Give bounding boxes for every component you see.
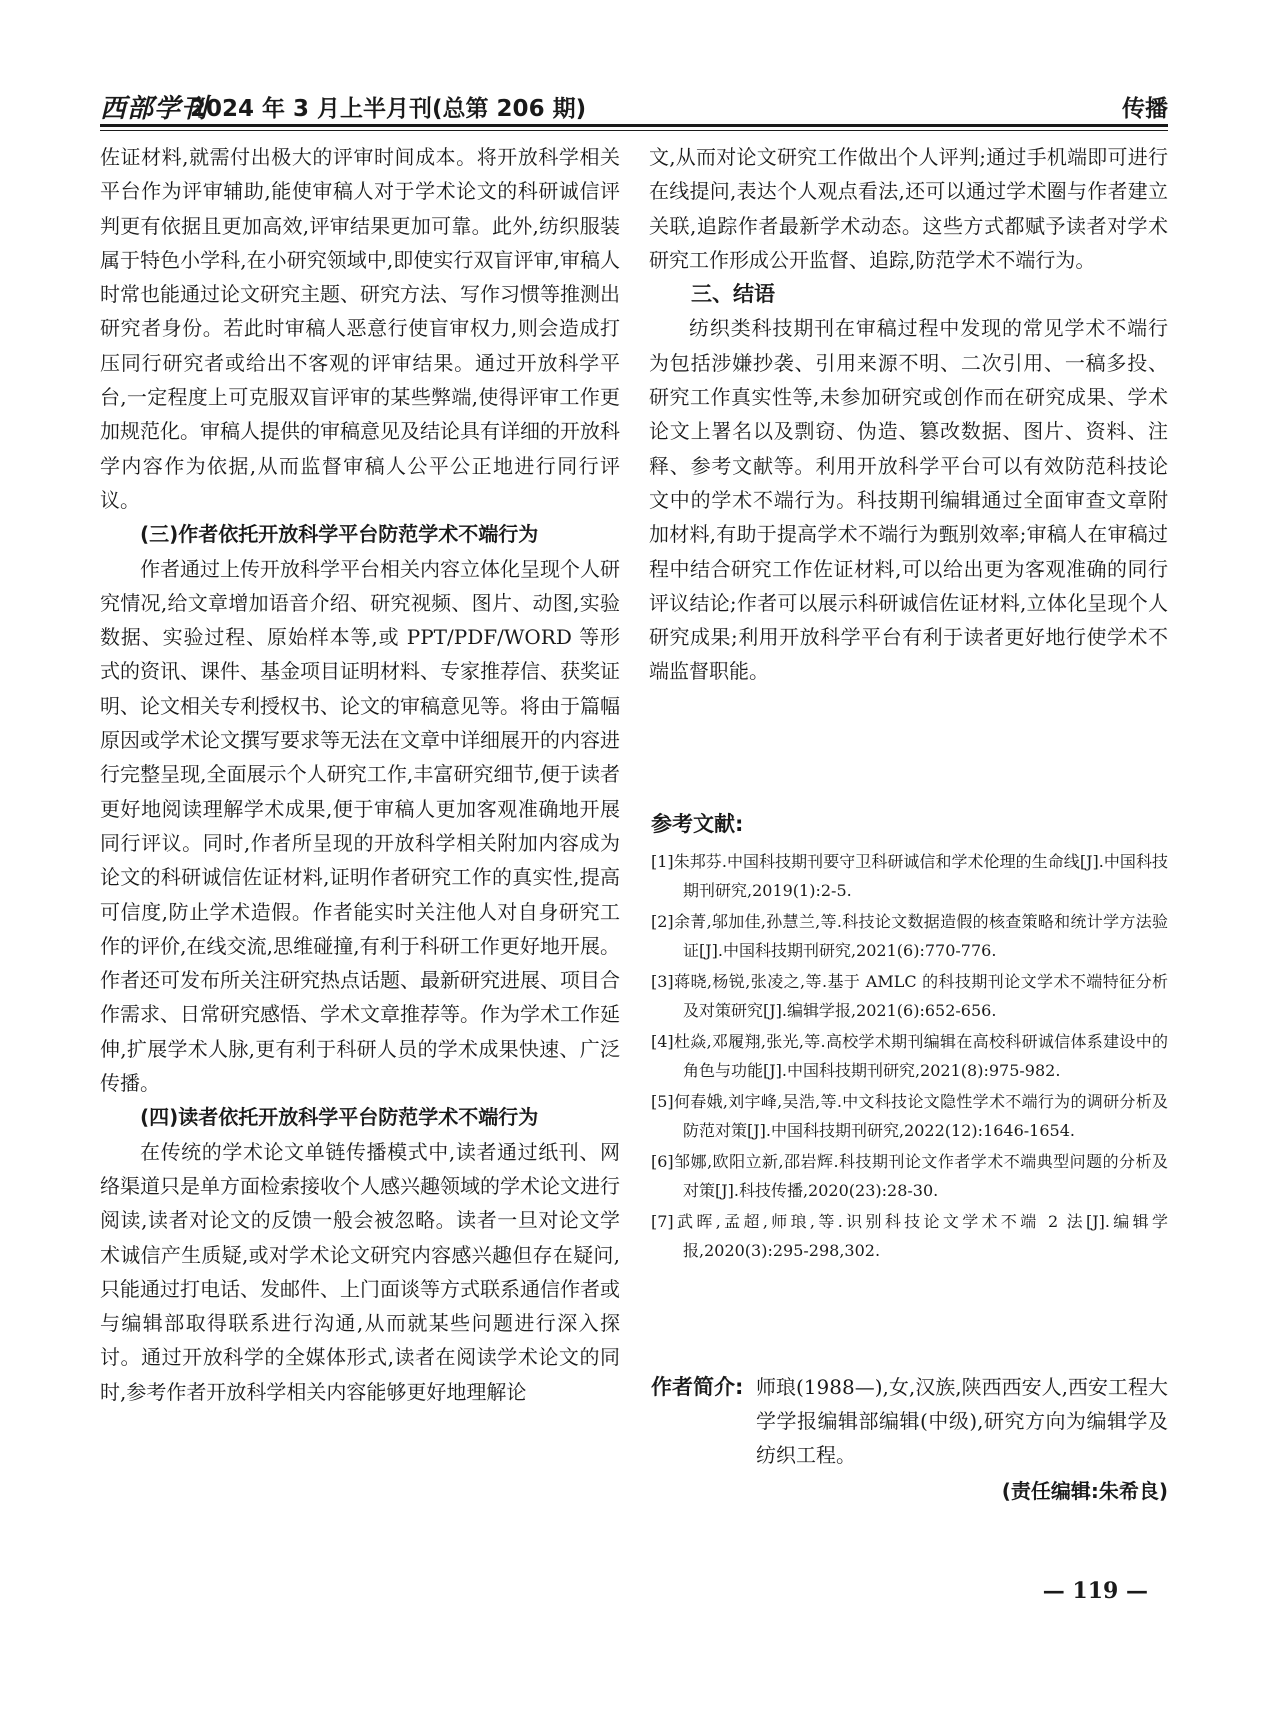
reference-item: [6]邹娜,欧阳立新,邵岩辉.科技期刊论文作者学术不端典型问题的分析及对策[J].科技传播,2020(23):28-30.: [651, 1152, 1168, 1200]
reference-item: [1]朱邦芬.中国科技期刊要守卫科研诚信和学术伦理的生命线[J].中国科技期刊研究,2019(1):2-5.: [651, 852, 1168, 900]
section-heading: 三、结语: [691, 282, 775, 307]
header-rule: [100, 124, 1168, 127]
reference-item: [5]何春娥,刘宇峰,吴浩,等.中文科技论文隐性学术不端行为的调研分析及防范对策[J].中国科技期刊研究,2022(12):1646-1654.: [651, 1092, 1168, 1140]
reference-item: [3]蒋晓,杨锐,张凌之,等.基于 AMLC 的科技期刊论文学术不端特征分析及对策研究[J].编辑学报,2021(6):652-656.: [651, 972, 1168, 1020]
responsible-editor: (责任编辑:朱希良): [1001, 1479, 1168, 1503]
page-header: [100, 88, 1168, 124]
reference-item: [2]余菁,邬加佳,孙慧兰,等.科技论文数据造假的核查策略和统计学方法验证[J].中国科技期刊研究,2021(6):770-776.: [651, 912, 1168, 960]
author-bio-label: 作者简介:: [651, 1375, 744, 1399]
issue-info: 2024 年 3 月上半月刊(总第 206 期): [190, 96, 587, 122]
page-number: — 119 —: [1042, 1578, 1148, 1604]
paragraph: 在传统的学术论文单链传播模式中,读者通过纸刊、网络渠道只是单方面检索接收个人感兴趣领域的学术论文进行阅读,读者对论文的反馈一般会被忽略。读者一旦对论文学术诚信产生质疑,或对学术论文研究内容感兴趣但存在疑问,只能通过打电话、发邮件、上门面谈等方式联系通信作者或与编辑部取得联系进行沟通,从而就某些问题进行深入探讨。通过开放科学的全媒体形式,读者在阅读学术论文的同时,参考作者开放科学相关内容能够更好地理解论: [100, 1139, 620, 1404]
paragraph: 作者通过上传开放科学平台相关内容立体化呈现个人研究情况,给文章增加语音介绍、研究视频、图片、动图,实验数据、实验过程、原始样本等,或 PPT/PDF/WORD 等形式的资讯、课件、基金项目证明材料、专家推荐信、获奖证明、论文相关专利授权书、论文的审稿意见等。将由于篇幅原因或学术论文撰写要求等无法在文章中详细展开的内容进行完整呈现,全面展示个人研究工作,丰富研究细节,便于读者更好地阅读理解学术成果,便于审稿人更加客观准确地开展同行评议。同时,作者所呈现的开放科学相关附加内容成为论文的科研诚信佐证材料,证明作者研究工作的真实性,提高可信度,防止学术造假。作者能实时关注他人对自身研究工作的评价,在线交流,思维碰撞,有利于科研工作更好地开展。作者还可发布所关注研究热点话题、最新研究进展、项目合作需求、日常研究感悟、学术文章推荐等。作为学术工作延伸,扩展学术人脉,更有利于科研人员的学术成果快速、广泛传播。: [100, 556, 620, 1096]
subsection-heading: (三)作者依托开放科学平台防范学术不端行为: [140, 522, 539, 547]
section-name: 传播: [1122, 96, 1168, 122]
header-rule-thin: [100, 130, 1168, 131]
references-title: 参考文献:: [651, 812, 744, 836]
paragraph: 佐证材料,就需付出极大的评审时间成本。将开放科学相关平台作为评审辅助,能使审稿人对于学术论文的科研诚信评判更有依据且更加高效,评审结果更加可靠。此外,纺织服装属于特色小学科,在小研究领域中,即使实行双盲评审,审稿人时常也能通过论文研究主题、研究方法、写作习惯等推测出研究者身份。若此时审稿人恶意行使盲审权力,则会造成打压同行研究者或给出不客观的评审结果。通过开放科学平台,一定程度上可克服双盲评审的某些弊端,使得评审工作更加规范化。审稿人提供的审稿意见及结论具有详细的开放科学内容作为依据,从而监督审稿人公平公正地进行同行评议。: [100, 145, 620, 512]
right-column: [649, 140, 1168, 689]
paragraph: 纺织类科技期刊在审稿过程中发现的常见学术不端行为包括涉嫌抄袭、引用来源不明、二次引用、一稿多投、研究工作真实性等,未参加研究或创作而在研究成果、学术论文上署名以及剽窃、伪造、篡改数据、图片、资料、注释、参考文献等。利用开放科学平台可以有效防范科技论文中的学术不端行为。科技期刊编辑通过全面审查文章附加材料,有助于提高学术不端行为甄别效率;审稿人在审稿过程中结合研究工作佐证材料,可以给出更为客观准确的同行评议结论;作者可以展示科研诚信佐证材料,立体化呈现个人研究成果;利用开放科学平台有利于读者更好地行使学术不端监督职能。: [649, 316, 1168, 684]
subsection-heading: (四)读者依托开放科学平台防范学术不端行为: [140, 1105, 539, 1130]
reference-item: [4]杜焱,邓履翔,张光,等.高校学术期刊编辑在高校科研诚信体系建设中的角色与功能[J].中国科技期刊研究,2021(8):975-982.: [651, 1032, 1168, 1080]
author-bio: [651, 1370, 1168, 1472]
references-list: [651, 848, 1168, 1268]
journal-logo: 西部学刊: [100, 94, 209, 124]
left-column: [100, 140, 620, 1409]
paragraph: 文,从而对论文研究工作做出个人评判;通过手机端即可进行在线提问,表达个人观点看法,还可以通过学术圈与作者建立关联,追踪作者最新学术动态。这些方式都赋予读者对学术研究工作形成公开监督、追踪,防范学术不端行为。: [649, 145, 1168, 272]
reference-item: [7]武晖,孟超,师琅,等.识别科技论文学术不端 2 法[J].编辑学报,2020(3):295-298,302.: [651, 1212, 1168, 1260]
author-bio-text: 师琅(1988—),女,汉族,陕西西安人,西安工程大学学报编辑部编辑(中级),研究方向为编辑学及纺织工程。: [756, 1375, 1168, 1467]
